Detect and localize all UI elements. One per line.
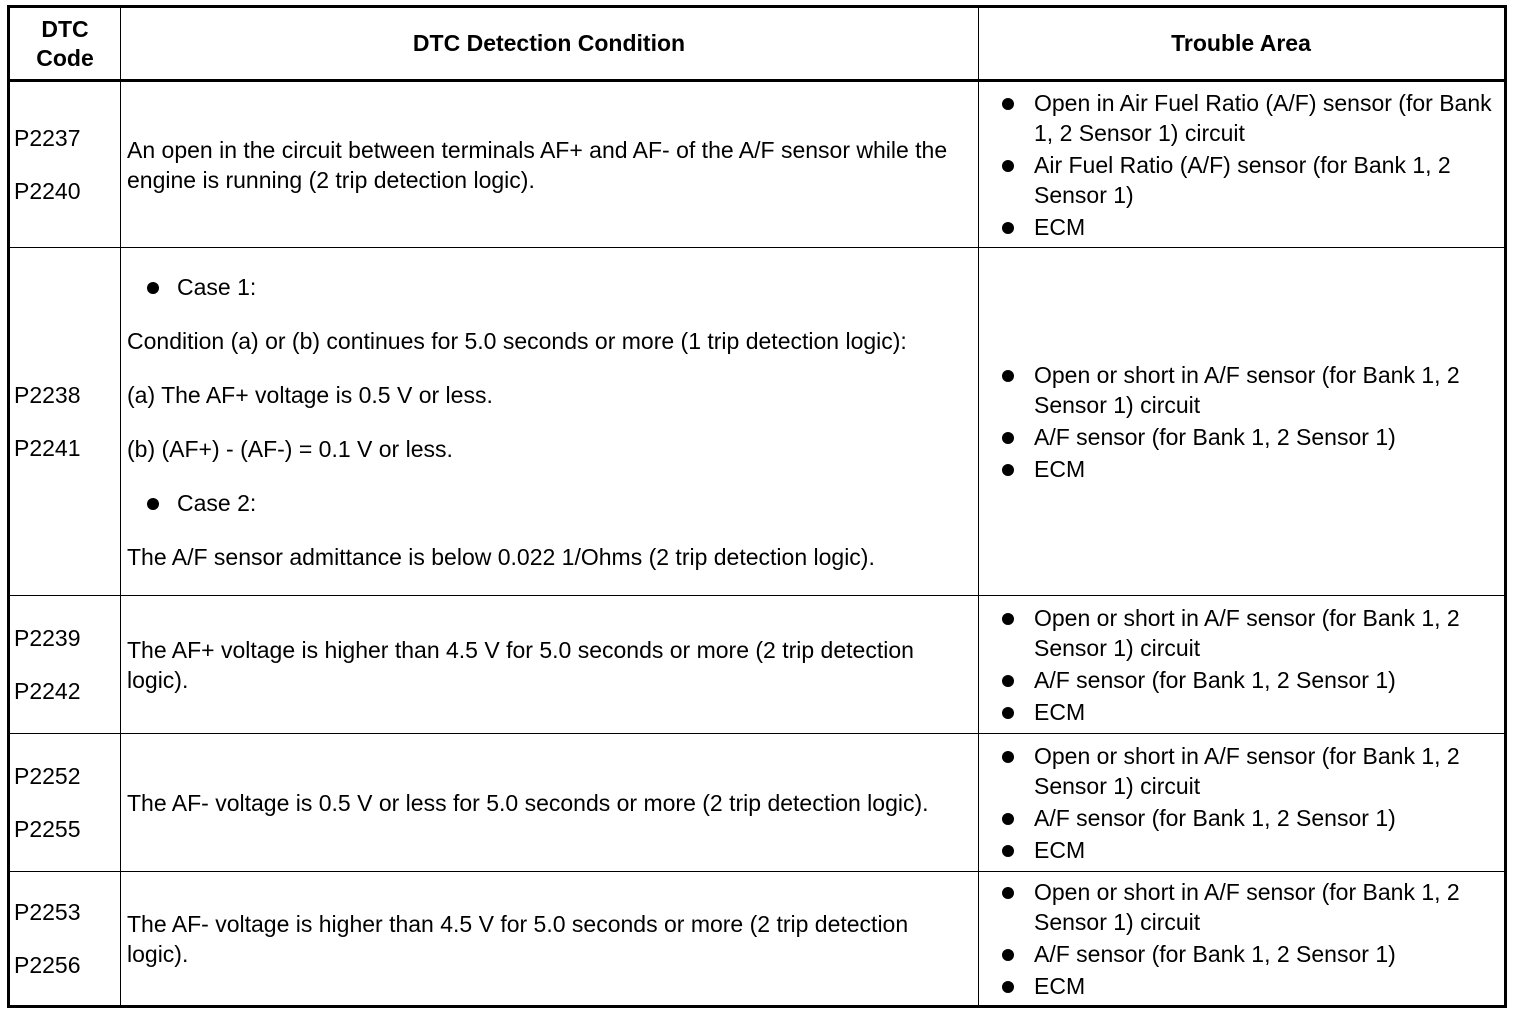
detection-condition-cell: [120, 82, 978, 247]
bullet-icon: [1002, 813, 1014, 825]
column-divider: [978, 8, 979, 1005]
trouble-item: ECM: [1002, 835, 1498, 865]
table-row: [10, 79, 1504, 247]
condition-text: An open in the circuit between terminals AF+ and AF- of the A/F sensor while the engine is running (2 trip detection logic).: [127, 136, 948, 193]
header-detection-condition: DTC Detection Condition: [412, 30, 686, 56]
table-header-row: [10, 8, 1504, 79]
trouble-area-cell: [978, 248, 1504, 595]
trouble-item: Open or short in A/F sensor (for Bank 1, 2 Sensor 1) circuit: [1002, 360, 1498, 420]
bullet-icon: [1002, 887, 1014, 899]
trouble-area-cell: [978, 82, 1504, 247]
bullet-icon: [1002, 613, 1014, 625]
condition-text: (a) The AF+ voltage is 0.5 V or less.: [127, 381, 493, 408]
dtc-codes-cell: [10, 248, 120, 595]
dtc-code: P2256: [14, 951, 81, 978]
trouble-item: ECM: [1002, 971, 1498, 1001]
dtc-code: P2240: [14, 177, 81, 204]
dtc-code: P2238: [14, 381, 81, 408]
dtc-codes-cell: [10, 82, 120, 247]
bullet-icon: [1002, 222, 1014, 234]
dtc-code: P2239: [14, 624, 81, 651]
header-dtc-code: DTC Code: [36, 15, 94, 71]
detection-condition-cell: [120, 596, 978, 733]
trouble-item: ECM: [1002, 454, 1498, 484]
condition-text: The AF+ voltage is higher than 4.5 V for 5.0 seconds or more (2 trip detection logic).: [127, 636, 914, 693]
bullet-icon: [1002, 845, 1014, 857]
table-row: [10, 595, 1504, 733]
detection-condition-cell: [120, 872, 978, 1005]
dtc-code: P2255: [14, 815, 81, 842]
dtc-code: P2253: [14, 898, 81, 925]
case-1-label: Case 1:: [127, 272, 968, 302]
condition-text: The AF- voltage is higher than 4.5 V for 5.0 seconds or more (2 trip detection logic).: [127, 910, 909, 967]
case-2-label: Case 2:: [127, 488, 968, 518]
bullet-icon: [147, 282, 159, 294]
bullet-icon: [1002, 675, 1014, 687]
bullet-icon: [147, 498, 159, 510]
bullet-icon: [1002, 981, 1014, 993]
trouble-item: A/F sensor (for Bank 1, 2 Sensor 1): [1002, 939, 1498, 969]
column-divider: [120, 8, 121, 1005]
dtc-code: P2252: [14, 762, 81, 789]
bullet-icon: [1002, 98, 1014, 110]
bullet-icon: [1002, 464, 1014, 476]
table-row: [10, 871, 1504, 1005]
trouble-item: Open or short in A/F sensor (for Bank 1, 2 Sensor 1) circuit: [1002, 603, 1498, 663]
trouble-item: A/F sensor (for Bank 1, 2 Sensor 1): [1002, 422, 1498, 452]
trouble-item: Open or short in A/F sensor (for Bank 1, 2 Sensor 1) circuit: [1002, 877, 1498, 937]
trouble-area-cell: [978, 734, 1504, 871]
table-row: [10, 247, 1504, 595]
bullet-icon: [1002, 160, 1014, 172]
bullet-icon: [1002, 949, 1014, 961]
dtc-code: P2242: [14, 677, 81, 704]
trouble-item: ECM: [1002, 697, 1498, 727]
bullet-icon: [1002, 707, 1014, 719]
dtc-codes-cell: [10, 596, 120, 733]
trouble-item: Air Fuel Ratio (A/F) sensor (for Bank 1, 2 Sensor 1): [1002, 150, 1498, 210]
trouble-area-cell: [978, 596, 1504, 733]
trouble-item: Open in Air Fuel Ratio (A/F) sensor (for Bank 1, 2 Sensor 1) circuit: [1002, 88, 1498, 148]
trouble-area-cell: [978, 872, 1504, 1005]
bullet-icon: [1002, 751, 1014, 763]
dtc-code: P2241: [14, 434, 81, 461]
table-row: [10, 733, 1504, 871]
bullet-icon: [1002, 432, 1014, 444]
dtc-codes-cell: [10, 872, 120, 1005]
condition-text: The A/F sensor admittance is below 0.022 1/Ohms (2 trip detection logic).: [127, 543, 875, 570]
condition-text: The AF- voltage is 0.5 V or less for 5.0 seconds or more (2 trip detection logic).: [127, 789, 929, 816]
dtc-codes-cell: [10, 734, 120, 871]
detection-condition-cell: [120, 734, 978, 871]
trouble-item: A/F sensor (for Bank 1, 2 Sensor 1): [1002, 665, 1498, 695]
dtc-table: [7, 5, 1507, 1008]
trouble-item: A/F sensor (for Bank 1, 2 Sensor 1): [1002, 803, 1498, 833]
condition-text: (b) (AF+) - (AF-) = 0.1 V or less.: [127, 435, 453, 462]
header-trouble-area: Trouble Area: [1171, 30, 1311, 56]
trouble-item: Open or short in A/F sensor (for Bank 1, 2 Sensor 1) circuit: [1002, 741, 1498, 801]
trouble-item: ECM: [1002, 212, 1498, 242]
dtc-code: P2237: [14, 124, 81, 151]
condition-text: Condition (a) or (b) continues for 5.0 seconds or more (1 trip detection logic):: [127, 327, 907, 354]
detection-condition-cell: [120, 248, 978, 595]
bullet-icon: [1002, 370, 1014, 382]
